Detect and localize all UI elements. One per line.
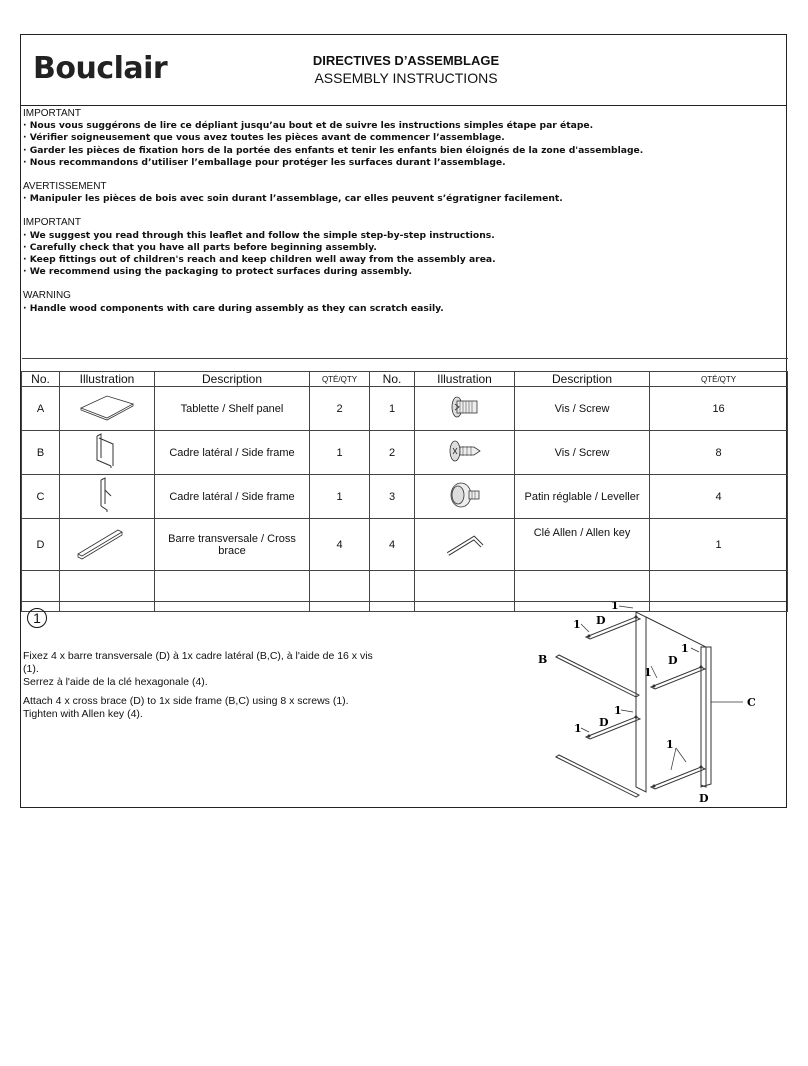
step-text: Fixez 4 x barre transversale (D) à 1x cadre latéral (B,C), à l'aide de 16 x vis (1).: [23, 650, 373, 675]
label-d: D: [699, 792, 709, 805]
label-1: 1: [644, 666, 652, 679]
step-1: [21, 601, 786, 809]
part-quantity: 2: [310, 387, 370, 431]
cross-brace-icon: [60, 519, 155, 571]
label-c: C: [747, 696, 756, 709]
column-header: Description: [155, 372, 310, 387]
notice-heading: WARNING: [23, 290, 71, 302]
shelf-panel-icon: [60, 387, 155, 431]
notice-line: · Manipuler les pièces de bois avec soin durant l’assemblage, car elles peuvent s’égratigner facilement.: [23, 193, 563, 205]
part-description: Cadre latéral / Side frame: [155, 475, 310, 519]
assembly-diagram: [511, 602, 781, 809]
step-text: Serrez à l'aide de la clé hexagonale (4).: [23, 676, 208, 688]
part-quantity: 16: [650, 387, 788, 431]
label-d: D: [668, 654, 678, 667]
notice-line: · Vérifier soigneusement que vous avez toutes les pièces avant de commencer l’assemblage.: [23, 132, 505, 144]
notice-line: · Nous vous suggérons de lire ce dépliant jusqu’au bout et de suivre les instructions simples étape par étape.: [23, 120, 594, 132]
notice-line: · We suggest you read through this leaflet and follow the simple step-by-step instructions.: [23, 229, 495, 241]
part-quantity: 1: [650, 519, 788, 571]
instruction-sheet: [20, 34, 787, 808]
notice-line: · Garder les pièces de fixation hors de la portée des enfants et tenir les enfants bien éloignés de la zone d'assemblage.: [23, 144, 644, 156]
part-number: D: [22, 519, 60, 571]
step-number: 1: [27, 608, 47, 628]
part-number: 3: [370, 475, 415, 519]
label-b: B: [538, 653, 548, 666]
column-header: Description: [515, 372, 650, 387]
allen-key-icon: [415, 519, 515, 571]
table-header-row: [22, 372, 788, 387]
notice-heading: IMPORTANT: [23, 217, 81, 229]
brand-logo: Bouclair: [33, 51, 168, 86]
table-row: [22, 387, 788, 431]
title-french: DIRECTIVES D’ASSEMBLAGE: [312, 53, 500, 68]
part-description: Vis / Screw: [515, 431, 650, 475]
part-quantity: 4: [310, 519, 370, 571]
part-number: C: [22, 475, 60, 519]
step-text: Attach 4 x cross brace (D) to 1x side frame (B,C) using 8 x screws (1).: [23, 695, 349, 707]
part-number: B: [22, 431, 60, 475]
part-number: 4: [370, 519, 415, 571]
flat-head-screw-icon: [415, 387, 515, 431]
part-number: 2: [370, 431, 415, 475]
column-header: No.: [22, 372, 60, 387]
label-1: 1: [574, 722, 582, 735]
parts-table: [21, 358, 788, 612]
leveller-icon: [415, 475, 515, 519]
part-quantity: 1: [310, 475, 370, 519]
label-d: D: [599, 716, 609, 729]
notice-line: · Handle wood components with care during assembly as they can scratch easily.: [23, 302, 444, 314]
part-quantity: 4: [650, 475, 788, 519]
side-frame-c-icon: [60, 475, 155, 519]
part-quantity: 1: [310, 431, 370, 475]
step-text-english: [23, 695, 388, 721]
column-header: QTÉ/QTY: [310, 372, 370, 387]
label-1: 1: [681, 642, 689, 655]
step-text-french: [23, 650, 388, 689]
column-header: Illustration: [415, 372, 515, 387]
table-row: [22, 475, 788, 519]
notice-line: · Carefully check that you have all parts before beginning assembly.: [23, 241, 377, 253]
part-description: Tablette / Shelf panel: [155, 387, 310, 431]
column-header: QTÉ/QTY: [650, 372, 788, 387]
part-description: Patin réglable / Leveller: [515, 475, 650, 519]
notice-line: · Nous recommandons d’utiliser l’emballage pour protéger les surfaces durant l’assemblage.: [23, 156, 506, 168]
part-description: Cadre latéral / Side frame: [155, 431, 310, 475]
part-description: Barre transversale / Cross brace: [155, 519, 310, 571]
label-d: D: [596, 614, 606, 627]
notice-heading: AVERTISSEMENT: [23, 181, 107, 193]
part-description: Vis / Screw: [515, 387, 650, 431]
table-row: [22, 431, 788, 475]
notice-line: · We recommend using the packaging to protect surfaces during assembly.: [23, 266, 413, 278]
pan-head-screw-icon: [415, 431, 515, 475]
header: [21, 35, 786, 106]
part-description: Clé Allen / Allen key: [515, 519, 650, 571]
side-frame-b-icon: [60, 431, 155, 475]
part-quantity: 8: [650, 431, 788, 475]
column-header: No.: [370, 372, 415, 387]
title-english: ASSEMBLY INSTRUCTIONS: [314, 70, 498, 86]
notices: [23, 108, 783, 315]
label-1: 1: [573, 618, 581, 631]
table-row: [22, 519, 788, 571]
label-1: 1: [611, 602, 619, 612]
step-text: Tighten with Allen key (4).: [23, 708, 143, 720]
notice-line: · Keep fittings out of children's reach and keep children well away from the assembly area.: [23, 254, 496, 266]
label-1: 1: [614, 704, 622, 717]
part-number: A: [22, 387, 60, 431]
column-header: Illustration: [60, 372, 155, 387]
part-number: 1: [370, 387, 415, 431]
notice-heading: IMPORTANT: [23, 108, 81, 119]
label-1: 1: [666, 738, 674, 751]
